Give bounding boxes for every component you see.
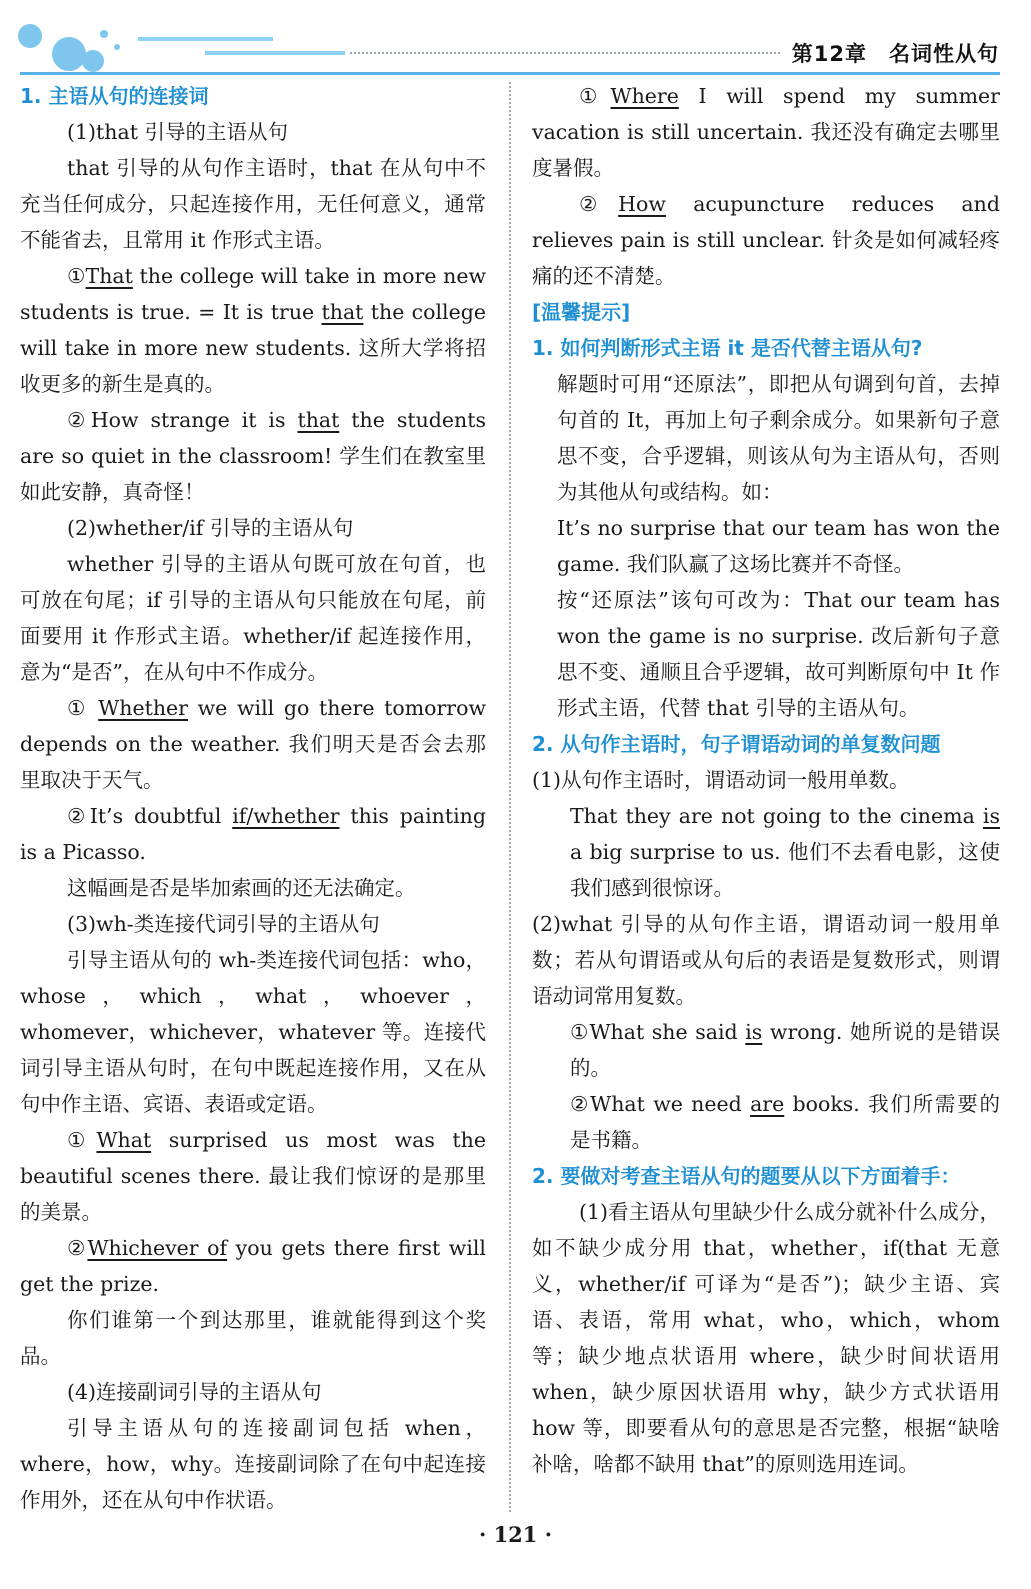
- example: ①Where I will spend my summer vacation is still uncertain. 我还没有确定去哪里度暑假。: [532, 84, 1000, 180]
- tip-paragraph: (2)what 引导的从句作主语，谓语动词一般用单数；若从句谓语或从句后的表语是复数形式，则谓语动词常用复数。: [532, 912, 1000, 1008]
- tip-paragraph: (1)从句作主语时，谓语动词一般用单数。: [532, 768, 910, 792]
- column-divider: [509, 82, 511, 1512]
- header-stripe: [138, 37, 273, 41]
- subheading: (1)that 引导的主语从句: [67, 120, 288, 144]
- bubble-decoration: [18, 24, 42, 48]
- tip-example: That they are not going to the cinema is a big surprise to us. 他们不去看电影，这使我们感到很惊讶。: [570, 804, 1000, 900]
- header-dotted-line: [350, 52, 780, 54]
- example: ②Whichever of you gets there first will get the prize.: [20, 1236, 486, 1296]
- page-number: · 121 ·: [478, 1522, 553, 1547]
- right-column: [532, 78, 1000, 1482]
- example: ②How strange it is that the students are so quiet in the classroom! 学生们在教室里如此安静，真奇怪！: [20, 408, 486, 504]
- header-rule: [20, 72, 1000, 75]
- left-column: [20, 78, 486, 1518]
- subheading: (3)wh-类连接代词引导的主语从句: [67, 912, 380, 936]
- header-stripe: [205, 51, 345, 55]
- example: ②It’s doubtful if/whether this painting is a Picasso.: [20, 804, 486, 864]
- tip-paragraph: 解题时可用“还原法”，即把从句调到句首，去掉句首的 It，再加上句子剩余成分。如果新句子意思不变，合乎逻辑，则该从句为主语从句，否则为其他从句或结构。如：: [557, 372, 1000, 504]
- section-heading: 1. 主语从句的连接词: [20, 84, 209, 108]
- example: ②How acupuncture reduces and relieves pain is still unclear. 针灸是如何减轻疼痛的还不清楚。: [532, 192, 1000, 288]
- paragraph: 引导主语从句的连接副词包括 when，where，how，why。连接副词除了在句中起连接作用外，还在从句中作状语。: [20, 1416, 486, 1512]
- paragraph: 引导主语从句的 wh-类连接代词包括：who，whose，which，what，whoever，whomever，whichever，whatever 等。连接代词引导主语从句时，在句中既起连接作用，又在从句中作主语、宾语、表语或定语。: [20, 948, 486, 1116]
- chapter-title: 第12章 名词性从句: [791, 42, 999, 66]
- example-translation: 你们谁第一个到达那里，谁就能得到这个奖品。: [20, 1308, 486, 1368]
- tip-paragraph: 按“还原法”该句可改为：That our team has won the game is no surprise. 改后新句子意思不变、通顺且合乎逻辑，故可判断原句中 It 作形式主语，代替 that 引导的主语从句。: [557, 588, 1000, 720]
- subheading: (4)连接副词引导的主语从句: [67, 1380, 322, 1404]
- example-translation: 这幅画是否是毕加索画的还无法确定。: [67, 876, 416, 900]
- tip-heading: 2. 从句作主语时，句子谓语动词的单复数问题: [532, 732, 941, 756]
- tip-example: It’s no surprise that our team has won the game. 我们队赢了这场比赛并不奇怪。: [557, 516, 1000, 576]
- paragraph: that 引导的从句作主语时，that 在从句中不充当任何成分，只起连接作用，无任何意义，通常不能省去，且常用 it 作形式主语。: [20, 156, 486, 252]
- tip-heading: 1. 如何判断形式主语 it 是否代替主语从句?: [532, 336, 923, 360]
- example: ①What surprised us most was the beautiful scenes there. 最让我们惊讶的是那里的美景。: [20, 1128, 486, 1224]
- subheading: (2)whether/if 引导的主语从句: [67, 516, 354, 540]
- bubble-decoration: [82, 50, 104, 72]
- example: ①That the college will take in more new students is true. = It is true that the college will take in more new students. 这所大学将招收更多的新生是真的。: [20, 264, 487, 396]
- tip-example: ②What we need are books. 我们所需要的是书籍。: [570, 1092, 1000, 1152]
- tip-example: ①What she said is wrong. 她所说的是错误的。: [570, 1020, 1000, 1080]
- paragraph: whether 引导的主语从句既可放在句首，也可放在句尾；if 引导的主语从句只能放在句尾，前面要用 it 作形式主语。whether/if 起连接作用，意为“是否”，在从句中不作成分。: [20, 552, 486, 684]
- bubble-decoration: [100, 30, 108, 38]
- example: ① Whether we will go there tomorrow depends on the weather. 我们明天是否会去那里取决于天气。: [20, 696, 486, 792]
- bubble-decoration: [114, 44, 120, 50]
- bubble-decoration: [52, 37, 86, 71]
- tip-heading: 2. 要做对考查主语从句的题要从以下方面着手：: [532, 1164, 961, 1188]
- tip-label: [温馨提示]: [532, 300, 631, 324]
- tip-paragraph: (1)看主语从句里缺少什么成分就补什么成分，如不缺少成分用 that，whether，if(that 无意义，whether/if 可译为“是否”)；缺少主语、宾语、表语，常用 what，who，which，whom 等；缺少地点状语用 where，缺少时间状语用 when，缺少原因状语用 why，缺少方式状语用 how 等，即要看从句的意思是否完整，根据“缺啥补啥，啥都不缺用 that”的原则选用连词。: [532, 1200, 1000, 1476]
- page-header: [0, 0, 1031, 84]
